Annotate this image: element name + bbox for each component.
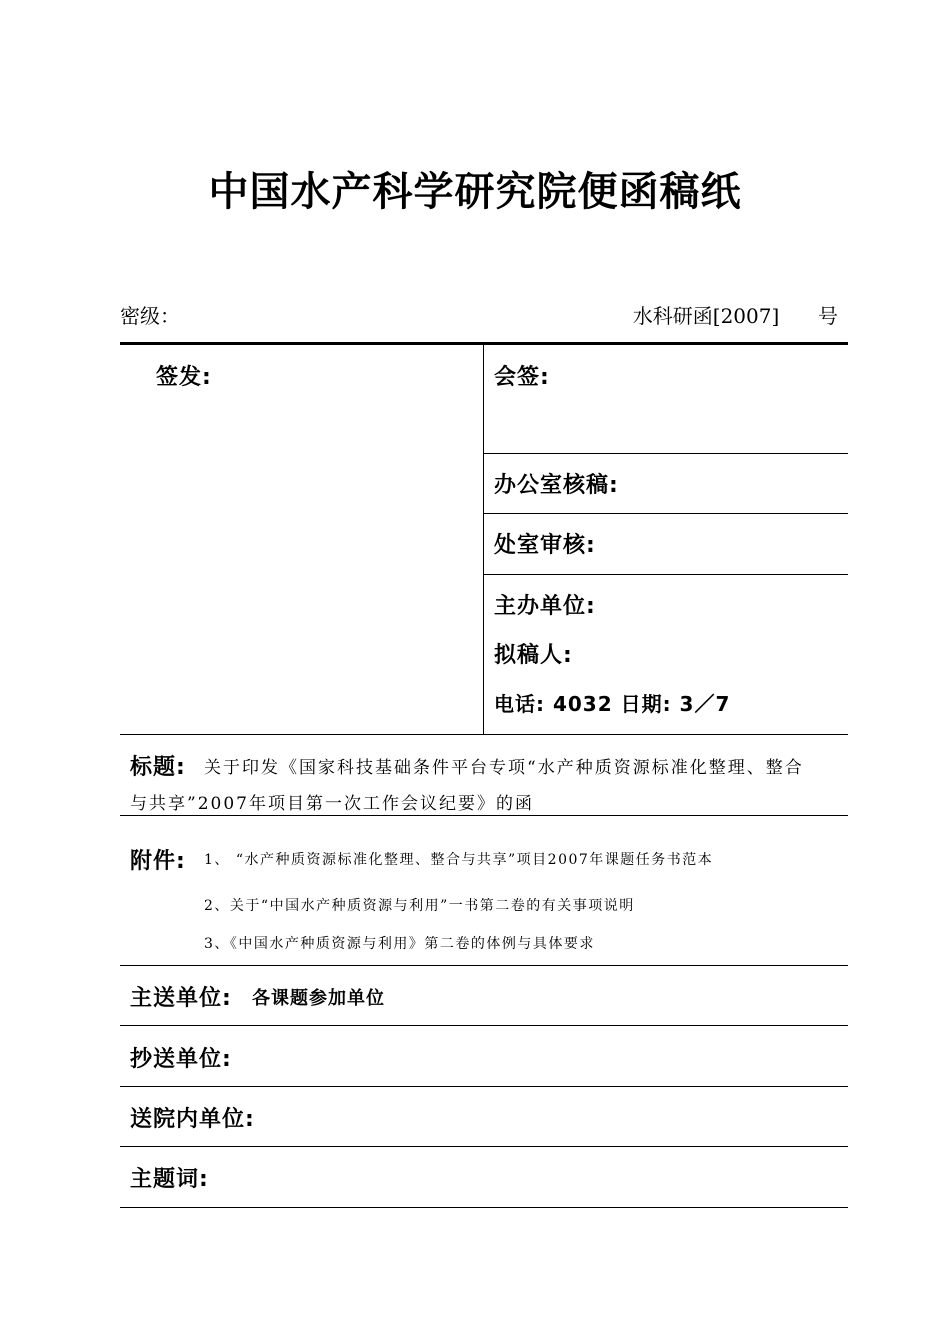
row-line bbox=[483, 513, 848, 514]
internal-unit-label: 送院内单位: bbox=[130, 1107, 255, 1132]
document-number bbox=[633, 300, 838, 329]
subject-line-1: 关于印发《国家科技基础条件平台专项“水产种质资源标准化整理、整合 bbox=[204, 758, 804, 778]
countersign-label: 会签: bbox=[494, 365, 550, 390]
page-title: 中国水产科学研究院便函稿纸 bbox=[208, 169, 742, 215]
row-line bbox=[120, 1207, 848, 1208]
row-line bbox=[120, 815, 848, 816]
secret-level-label: 密级： bbox=[120, 304, 180, 328]
keywords-label: 主题词: bbox=[130, 1167, 209, 1192]
row-line bbox=[120, 965, 848, 966]
document-number-suffix: 号 bbox=[818, 304, 838, 328]
main-recipient-value: 各课题参加单位 bbox=[252, 988, 385, 1009]
row-line bbox=[483, 453, 848, 454]
issue-label: 签发: bbox=[156, 365, 212, 390]
office-review-label: 办公室核稿: bbox=[494, 473, 619, 498]
grid-divider bbox=[483, 344, 484, 734]
row-line bbox=[483, 574, 848, 575]
row-line bbox=[120, 1086, 848, 1087]
subject-line-2: 与共享”2007年项目第一次工作会议纪要》的函 bbox=[130, 794, 534, 814]
row-line bbox=[120, 734, 848, 735]
attachment-item-1: 1、 “水产种质资源标准化整理、整合与共享”项目2007年课题任务书范本 bbox=[204, 852, 714, 868]
main-recipient-label: 主送单位: bbox=[130, 986, 232, 1011]
row-line bbox=[120, 1025, 848, 1026]
document-number-prefix: 水科研函[2007] bbox=[632, 304, 780, 328]
dept-review-label: 处室审核: bbox=[494, 533, 596, 558]
subject-label: 标题: bbox=[130, 755, 186, 780]
host-unit-label: 主办单位: bbox=[494, 594, 596, 619]
cc-unit-label: 抄送单位: bbox=[130, 1047, 232, 1072]
row-line bbox=[120, 1146, 848, 1147]
attachments-label: 附件: bbox=[130, 849, 186, 874]
drafter-label: 拟稿人: bbox=[494, 643, 573, 668]
attachment-item-3: 3、《中国水产种质资源与利用》第二卷的体例与具体要求 bbox=[204, 936, 595, 952]
phone-date-line: 电话: 4032 日期: 3／7 bbox=[494, 692, 731, 716]
header-rule bbox=[120, 342, 848, 345]
attachment-item-2: 2、关于“中国水产种质资源与利用”一书第二卷的有关事项说明 bbox=[204, 898, 635, 914]
